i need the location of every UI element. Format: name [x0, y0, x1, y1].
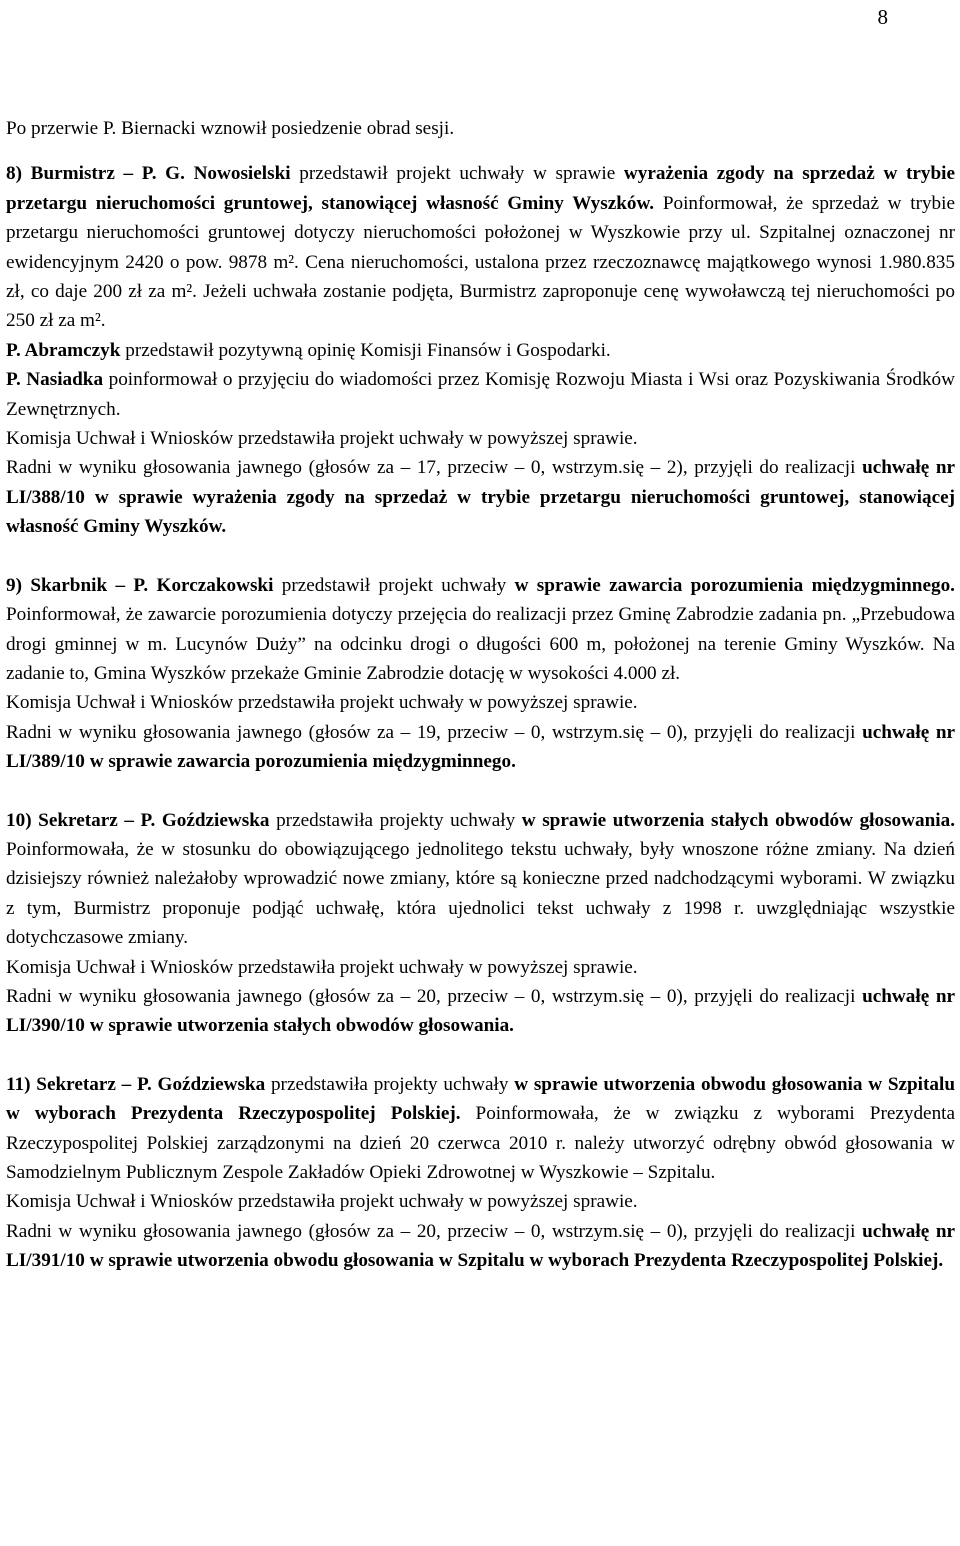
section-10-body: Poinformowała, że w stosunku do obowiązującego jednolitego tekstu uchwały, były wnoszone różne zmiany. Na dzień dzisiejszy również należałoby wprowadzić nowe zmiany, które są konieczne przed nadchodzącymi wyborami. W związku z tym, Burmistrz proponuje podjąć uchwałę, która ujednolici tekst uchwały z 1998 r. uwzględniając wszystkie dotychczasowe zmiany.	[6, 838, 955, 949]
document-body	[6, 114, 955, 1276]
section-10-subject: w sprawie utworzenia stałych obwodów głosowania.	[521, 809, 955, 831]
page-number: 8	[877, 5, 888, 29]
section-10-committee: Komisja Uchwał i Wniosków przedstawiła projekt uchwały w powyższej sprawie.	[6, 956, 638, 978]
section-11-resolution: uchwałę nr LI/391/10 w sprawie utworzenia obwodu głosowania w Szpitalu w wyborach Prezydenta Rzeczypospolitej Polskiej.	[6, 1220, 956, 1272]
section-8-opinion-finance-lead: P. Abramczyk	[6, 339, 121, 361]
section-9-paragraph	[6, 571, 955, 689]
section-9-lead: 9) Skarbnik – P. Korczakowski	[6, 574, 274, 596]
section-11-verb: przedstawiła projekty uchwały	[265, 1073, 515, 1095]
spacer	[6, 777, 955, 806]
section-9-resolution: uchwałę nr LI/389/10 w sprawie zawarcia porozumienia międzygminnego.	[6, 721, 956, 773]
section-11-paragraph	[6, 1070, 955, 1188]
section-9-committee: Komisja Uchwał i Wniosków przedstawiła projekt uchwały w powyższej sprawie.	[6, 692, 638, 714]
section-9-body: Poinformował, że zawarcie porozumienia dotyczy przejęcia do realizacji przez Gminę Zabrodzie zadania pn. „Przebudowa drogi gminnej w m. Lucynów Duży” na odcinku drogi o długości 600 m, położonej na terenie Gminy Wyszków. Na zadanie to, Gmina Wyszków przekaże Gminie Zabrodzie dotację w wysokości 4.000 zł.	[6, 604, 955, 684]
section-10-vote-text: Radni w wyniku głosowania jawnego (głosów za – 20, przeciw – 0, wstrzym.się – 0), przyjęli do realizacji	[6, 985, 863, 1007]
section-10-lead: 10) Sekretarz – P. Goździewska	[6, 809, 270, 831]
section-11-committee: Komisja Uchwał i Wniosków przedstawiła projekt uchwały w powyższej sprawie.	[6, 1191, 638, 1213]
section-11-body: Poinformowała, że w związku z wyborami Prezydenta Rzeczypospolitej Polskiej zarządzonymi na dzień 20 czerwca 2010 r. należy utworzyć odrębny obwód głosowania w Samodzielnym Publicznym Zespole Zakładów Opieki Zdrowotnej w Wyszkowie – Szpitalu.	[6, 1103, 956, 1183]
spacer	[6, 542, 955, 571]
section-8-vote-text: Radni w wyniku głosowania jawnego (głosów za – 17, przeciw – 0, wstrzym.się – 2), przyjęli do realizacji	[6, 457, 863, 479]
section-8-opinion-development	[6, 365, 955, 424]
intro-paragraph: Po przerwie P. Biernacki wznowił posiedzenie obrad sesji.	[6, 118, 455, 139]
section-10-resolution: uchwałę nr LI/390/10 w sprawie utworzenia stałych obwodów głosowania.	[6, 985, 956, 1037]
spacer	[6, 143, 955, 159]
section-8-verb: przedstawił projekt uchwały w sprawie	[290, 163, 624, 185]
section-8-opinion-development-text: poinformował o przyjęciu do wiadomości przez Komisję Rozwoju Miasta i Wsi oraz Pozyskiwania Środków Zewnętrznych.	[6, 369, 955, 420]
section-9-verb: przedstawił projekt uchwały	[273, 574, 515, 596]
section-11-subject: w sprawie utworzenia obwodu głosowania w Szpitalu w wyborach Prezydenta Rzeczypospolitej Polskiej.	[6, 1073, 956, 1125]
section-8-paragraph	[6, 159, 955, 335]
section-8-subject: wyrażenia zgody na sprzedaż w trybie przetargu nieruchomości gruntowej, stanowiącej własność Gminy Wyszków.	[6, 163, 955, 214]
section-8-body: Poinformował, że sprzedaż w trybie przetargu nieruchomości gruntowej dotyczy nieruchomości położonej w Wyszkowie przy ul. Szpitalnej oznaczonej nr ewidencyjnym 2420 o pow. 9878 m². Cena nieruchomości, ustalona przez rzeczoznawcę majątkowego wynosi 1.980.835 zł, co daje 200 zł za m². Jeżeli uchwała zostanie podjęta, Burmistrz zaproponuje cenę wywoławczą tej nieruchomości po 250 zł za m².	[6, 192, 955, 332]
section-11-vote-text: Radni w wyniku głosowania jawnego (głosów za – 20, przeciw – 0, wstrzym.się – 0), przyjęli do realizacji	[6, 1220, 863, 1242]
section-8-committee: Komisja Uchwał i Wniosków przedstawiła projekt uchwały w powyższej sprawie.	[6, 428, 638, 450]
section-10-verb: przedstawiła projekty uchwały	[269, 809, 522, 831]
section-8-resolution: uchwałę nr LI/388/10 w sprawie wyrażenia zgody na sprzedaż w trybie przetargu nieruchomości gruntowej, stanowiącej własność Gminy Wyszków.	[6, 457, 956, 538]
section-11-lead: 11) Sekretarz – P. Goździewska	[6, 1073, 266, 1095]
section-9-subject: w sprawie zawarcia porozumienia międzygminnego.	[514, 574, 955, 596]
section-9-vote-text: Radni w wyniku głosowania jawnego (głosów za – 19, przeciw – 0, wstrzym.się – 0), przyjęli do realizacji	[6, 721, 863, 743]
section-8-opinion-finance	[6, 336, 955, 365]
section-9-vote	[6, 718, 955, 777]
section-8-opinion-finance-text: przedstawił pozytywną opinię Komisji Finansów i Gospodarki.	[120, 339, 611, 361]
section-8-vote	[6, 453, 955, 541]
spacer	[6, 1041, 955, 1070]
section-10-paragraph	[6, 806, 955, 953]
section-8-opinion-development-lead: P. Nasiadka	[6, 369, 104, 391]
section-8-lead: 8) Burmistrz – P. G. Nowosielski	[6, 163, 291, 185]
section-11-vote	[6, 1217, 955, 1276]
section-10-vote	[6, 982, 955, 1041]
